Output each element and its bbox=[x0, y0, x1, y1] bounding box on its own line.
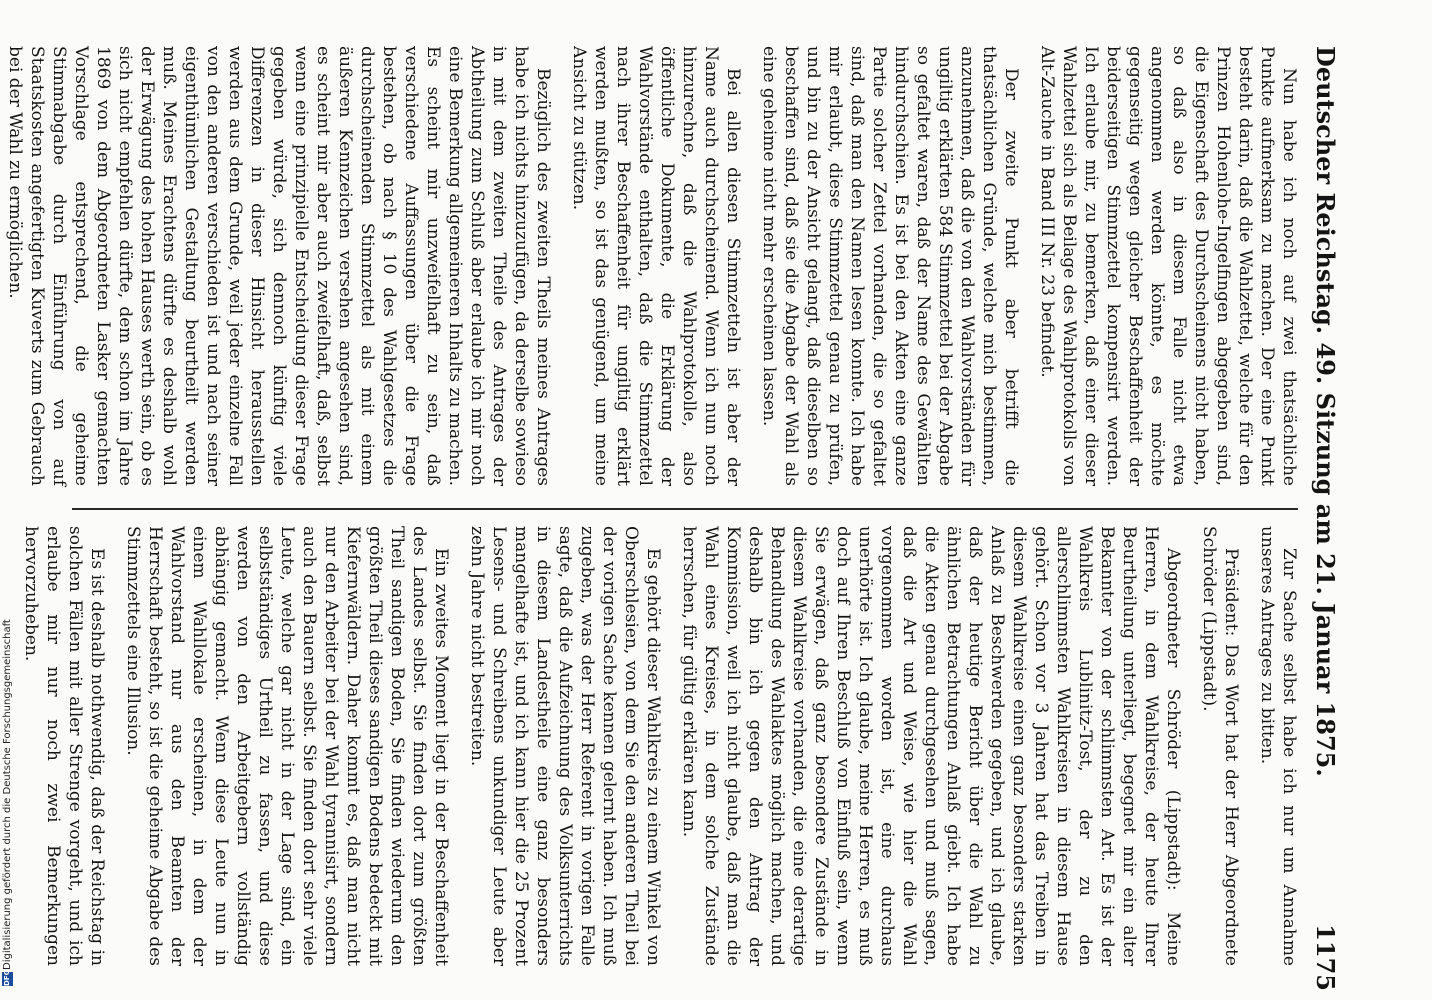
paragraph: Nun habe ich noch auf zwei thatsächliche Punkte aufmerksam zu machen. Der eine Punkt besteht darin, daß die Wahlzettel, welche für den Prinzen Hohenlohe-Ingelfingen abgegeben sind, die Eigenschaft des Durchscheinens nicht haben, so daß also in diesem Falle nicht etwa angenommen werden könnte, es möchte gegenseitig wegen gleicher Beschaffenheit der beiderseitigen Stimmzettel kompensirt werden. Ich erlaube mir, zu bemerken, daß einer dieser Wahlzettel sich als Beilage des Wahlprotokolls von Alt-Zauche in Band III Nr. 23 befindet. bbox=[1037, 46, 1299, 486]
dfg-logo-icon: DFG bbox=[3, 969, 11, 986]
paragraph: Bei allen diesen Stimmzetteln ist aber der Name auch durchscheinend. Wenn ich nun noch hinzurechne, daß die Wahlprotokolle, also öffentliche Dokumente, die Erklärung der Wahlvorstände enthalten, daß die Stimmzettel nach ihrer Beschaffenheit für ungiltig erklärt werden mußten, so ist das genügend, um meine Ansicht zu stützen. bbox=[569, 46, 743, 486]
paragraph: Es gehört dieser Wahlkreis zu einem Winkel von Oberschlesien, von dem Sie den anderen Theil bei der vorigen Sache kennen gelernt haben. Ich muß zugeben, was der Herr Referent in vorigen Falle sagte, daß die Aufzeichnung des Volksunterrichts in diesem Landestheile eine ganz besonders mangelhafte ist, und ich kann hier die 25 Prozent Lesens- und Schreibens unkundiger Leute aber zehn Jahre nicht bestreiten. bbox=[467, 526, 663, 966]
digitization-footer bbox=[1, 0, 15, 984]
paragraph: Ein zweites Moment liegt in der Beschaffenheit des Landes selbst. Sie finden dort zum größten Theil sandigen Boden, Sie finden wiederum den größten Theil dieses sandigen Bodens bedeckt mit Kiefernwäldern. Daher kommt es, daß man nicht nur den Arbeiter bei der Wahl tyrannisirt, sondern auch den Bauern selbst. Sie finden dort sehr viele Leute, welche gar nicht in der Lage sind, ein selbstständiges Urtheil zu fassen, und diese werden von den Arbeitgebern vollständig abhängig gemacht. Wenn diese Leute nun in einem Wahllokale erscheinen, in dem der Wahlvorstand nur aus den Beamten der Herrschaft besteht, so ist die geheime Abgabe des Stimmzettels eine Illusion. bbox=[123, 526, 451, 966]
page-header bbox=[1306, 46, 1340, 991]
page-number: 1175 bbox=[1311, 924, 1340, 991]
paragraph: Abgeordneter Schröder (Lippstadt): Meine Herren, in dem Wahlkreise, der heute Ihrer Beurtheilung unterliegt, begegnet mir ein alter Bekannter von der schlimmsten Art. Es ist der Wahlkreis Lublinitz-Tost, der zu den allerschlimmsten Wahlkreisen in diesem Hause gehört. Schon vor 3 Jahren hat das Treiben in diesem Wahlkreise einen ganz besonders starken Anlaß zu Beschwerden gegeben, und ich glaube, daß der heutige Bericht über die Wahl zu ähnlichen Betrachtungen Anlaß giebt. Ich habe die Akten genau durchgesehen und muß sagen, daß die Art und Weise, wie hier die Wahl vorgenommen worden ist, eine durchaus unerhörte ist. Ich glaube, meine Herren, es muß doch auf Ihren Beschluß von Einfluß sein, wenn Sie erwägen, daß ganz besondere Zustände in diesem Wahlkreise vorhanden, die eine derartige Behandlung des Wahlaktes möglich machen, und deshalb bin ich gegen den Antrag der Kommission, weil ich nicht glaube, daß man die Wahl eines Kreises, in dem solche Zustände herrschen, für gültig erklären kann. bbox=[679, 526, 1183, 966]
paragraph: Präsident: Das Wort hat der Herr Abgeordnete Schröder (Lippstadt). bbox=[1199, 526, 1241, 966]
footer-credit: Digitalisierung gefördert durch die Deutsche Forschungsgemeinschaft bbox=[2, 619, 13, 970]
paragraph: Es ist deshalb nothwendig, daß der Reichstag in solchen Fällen mit aller Strenge vorgeht, und ich erlaube mir nur noch zwei Bemerkungen hervorzuheben. bbox=[21, 526, 107, 966]
paragraph: Der zweite Punkt aber betrifft die thatsächlichen Gründe, welche mich bestimmen, anzunehmen, daß die von den Wahlvorständen für ungiltig erklärten 584 Stimmzettel bei der Abgabe so gefaltet waren, daß der Name des Gewählten hindurchschien. Es ist bei den Akten eine ganze Partie solcher Zettel vorhanden, die so gefaltet sind, daß man den Namen lesen konnte. Ich habe mir erlaubt, diese Stimmzettel genau zu prüfen, und bin zu der Ansicht gelangt, daß dieselben so beschaffen sind, daß sie die Abgabe der Wahl als eine geheime nicht mehr erscheinen lassen. bbox=[759, 46, 1021, 486]
column-divider bbox=[72, 508, 1298, 510]
right-column bbox=[21, 526, 1300, 966]
running-title: Deutscher Reichstag. 49. Sitzung am 21. Januar 1875. bbox=[1311, 46, 1340, 777]
paragraph: Zur Sache selbst habe ich nur um Annahme unseres Antrages zu bitten. bbox=[1257, 526, 1299, 966]
left-column bbox=[5, 46, 1300, 486]
paragraph: Bezüglich des zweiten Theils meines Antrages habe ich nichts hinzuzufügen, da derselbe sowieso in mit dem zweiten Theile des Antrages der Abtheilung zum Schluß aber erlaube ich mir noch eine Bemerkung allgemeineren Inhalts zu machen. Es scheint mir unzweifelhaft zu sein, daß verschiedene Auffassungen über die Frage bestehen, ob nach § 10 des Wahlgesetzes die durchscheinenden Stimmzettel als mit einem äußeren Kennzeichen versehen angesehen sind, es scheint mir aber auch zweifelhaft, daß, selbst wenn eine prinzipielle Entscheidung dieser Frage gegeben würde, sich dennoch künftig viele Differenzen in dieser Hinsicht herausstellen werden aus dem Grunde, weil jeder einzelne Fall von den anderen verschieden ist und nach seiner eigenthümlichen Gestaltung beurtheilt werden muß. Meines Erachtens dürfte es deshalb wohl der Erwägung des hohen Hauses werth sein, ob es sich nicht empfehlen dürfte, dem schon im Jahre 1869 von dem Abgeordneten Lasker gemachten Vorschlage entsprechend, die geheime Stimmabgabe durch Einführung von auf Staatskosten angefertigten Kuverts zum Gebrauch bei der Wahl zu ermöglichen. bbox=[5, 46, 553, 486]
